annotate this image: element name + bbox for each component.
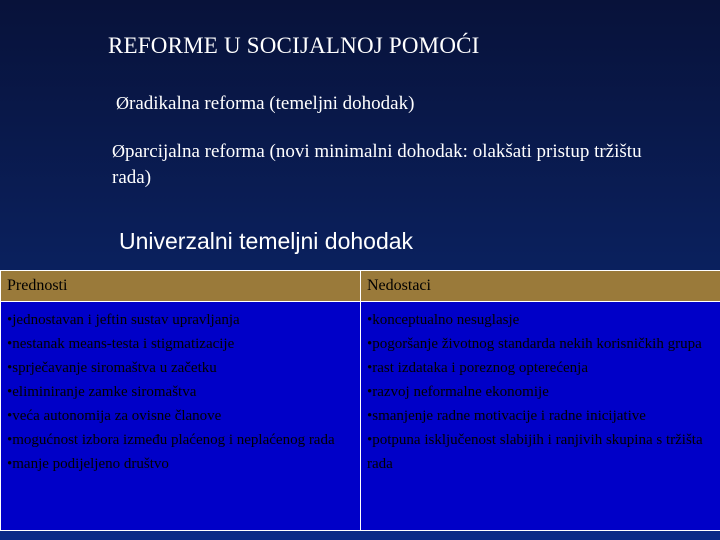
list-item: •eliminiranje zamke siromaštva: [7, 384, 197, 400]
list-item: •razvoj neformalne ekonomije: [367, 384, 549, 400]
table-header-row: [1, 271, 720, 302]
list-item: •konceptualno nesuglasje: [367, 312, 520, 328]
arrow-bullet-icon: Ø: [116, 93, 129, 113]
slide-title: REFORME U SOCIJALNOJ POMOĆI: [108, 33, 480, 58]
list-item: •manje podijeljeno društvo: [7, 456, 169, 472]
list-item: •smanjenje radne motivacije i radne inicijative: [367, 408, 646, 424]
table-row: [1, 302, 720, 531]
arrow-bullet-icon: Ø: [112, 141, 125, 161]
bullet-text: radikalna reforma (temeljni dohodak): [129, 93, 415, 114]
list-item: •jednostavan i jeftin sustav upravljanja: [7, 312, 240, 328]
list-item: •sprječavanje siromaštva u začetku: [7, 360, 217, 376]
bullet-partial-reform: [112, 138, 672, 191]
list-item: •rast izdataka i poreznog opterećenja: [367, 360, 588, 376]
list-item: •pogoršanje životnog standarda nekih korisničkih grupa: [367, 336, 702, 352]
list-item: •veća autonomija za ovisne članove: [7, 408, 222, 424]
list-item: •nestanak means-testa i stigmatizacije: [7, 336, 235, 352]
list-item: •mogućnost izbora između plaćenog i neplaćenog rada: [7, 432, 335, 448]
bullet-radical-reform: [116, 90, 414, 117]
bullet-text: parcijalna reforma (novi minimalni dohodak: olakšati pristup tržištu rada): [112, 141, 642, 188]
header-prednosti: Prednosti: [1, 271, 361, 302]
section-subtitle: Univerzalni temeljni dohodak: [119, 228, 414, 254]
pros-cons-table: [0, 270, 720, 531]
nedostaci-cell: [361, 302, 720, 531]
header-nedostaci: Nedostaci: [361, 271, 720, 302]
list-item: •potpuna isključenost slabijih i ranjivih skupina s tržišta rada: [367, 432, 703, 472]
prednosti-cell: [1, 302, 361, 531]
